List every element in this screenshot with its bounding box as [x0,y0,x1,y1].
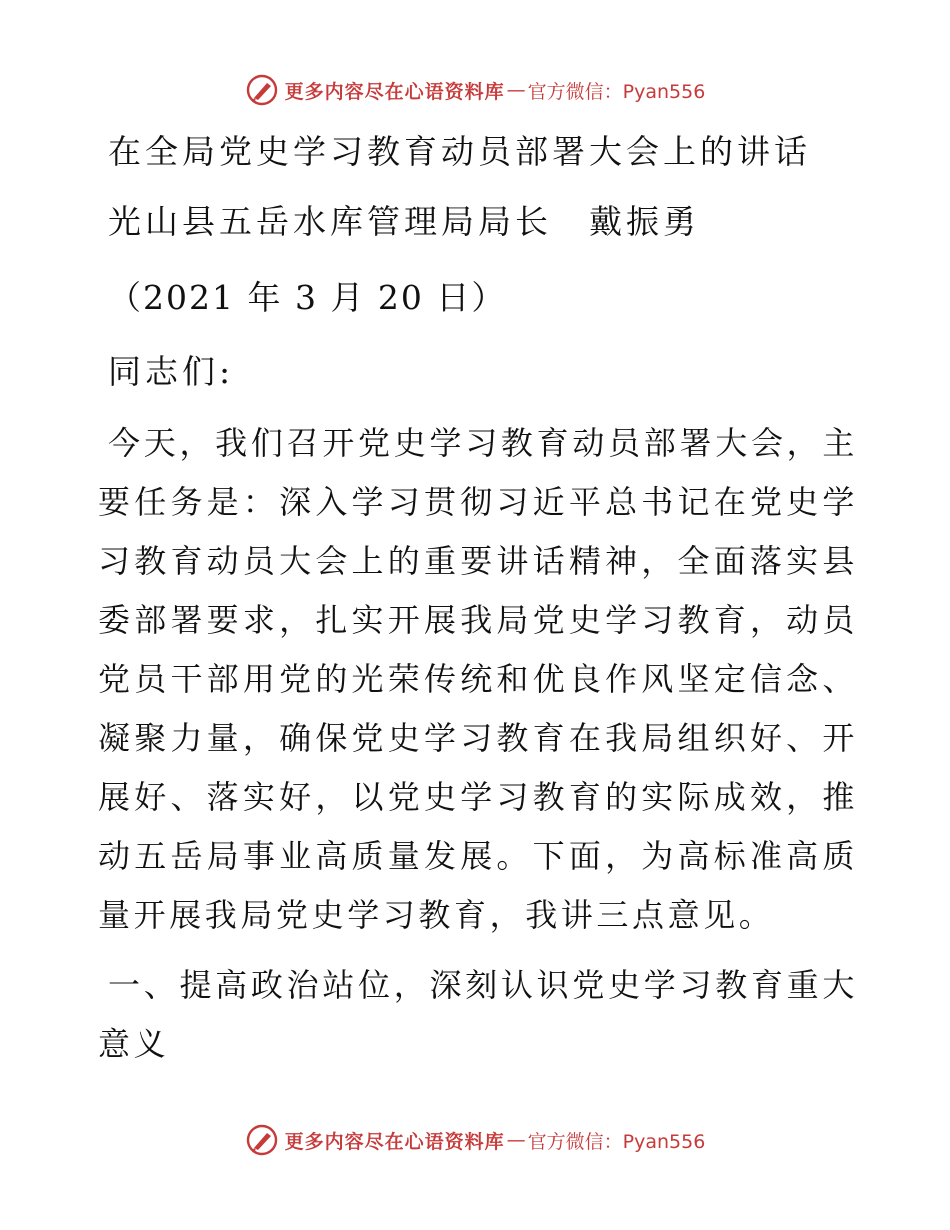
pen-logo-icon [245,1123,279,1157]
watermark-text: 更多内容尽在心语资料库 [284,1130,505,1153]
pen-logo-icon [245,73,279,107]
watermark-header [0,70,950,110]
document-author: 光山县五岳水库管理局局长 戴振勇 [108,202,700,241]
section-heading-1: 一、提高政治站位，深刻认识党史学习教育重大意义 [98,966,858,1063]
greeting: 同志们: [108,352,235,391]
watermark-text: 更多内容尽在心语资料库 [284,80,505,103]
paragraph-intro: 今天，我们召开党史学习教育动员部署大会，主要任务是：深入学习贯彻习近平总书记在党史学习教育动员大会上的重要讲话精神，全面落实县委部署要求，扎实开展我局党史学习教育，动员党员干部用党的光荣传统和优良作风坚定信念、凝聚力量，确保党史学习教育在我局组织好、开展好、落实好，以党史学习教育的实际成效，推动五岳局事业高质量发展。下面，为高标准高质量开展我局党史学习教育，我讲三点意见。 [98,424,858,934]
watermark-contact: 官方微信：Pyan556 [527,80,706,103]
watermark-footer [0,1120,950,1160]
watermark-dash: — [506,79,526,101]
document-date: （2021 年 3 月 20 日） [108,278,507,317]
watermark-dash: — [506,1129,526,1151]
watermark-contact: 官方微信：Pyan556 [527,1130,706,1153]
document-title: 在全局党史学习教育动员部署大会上的讲话 [108,132,811,171]
